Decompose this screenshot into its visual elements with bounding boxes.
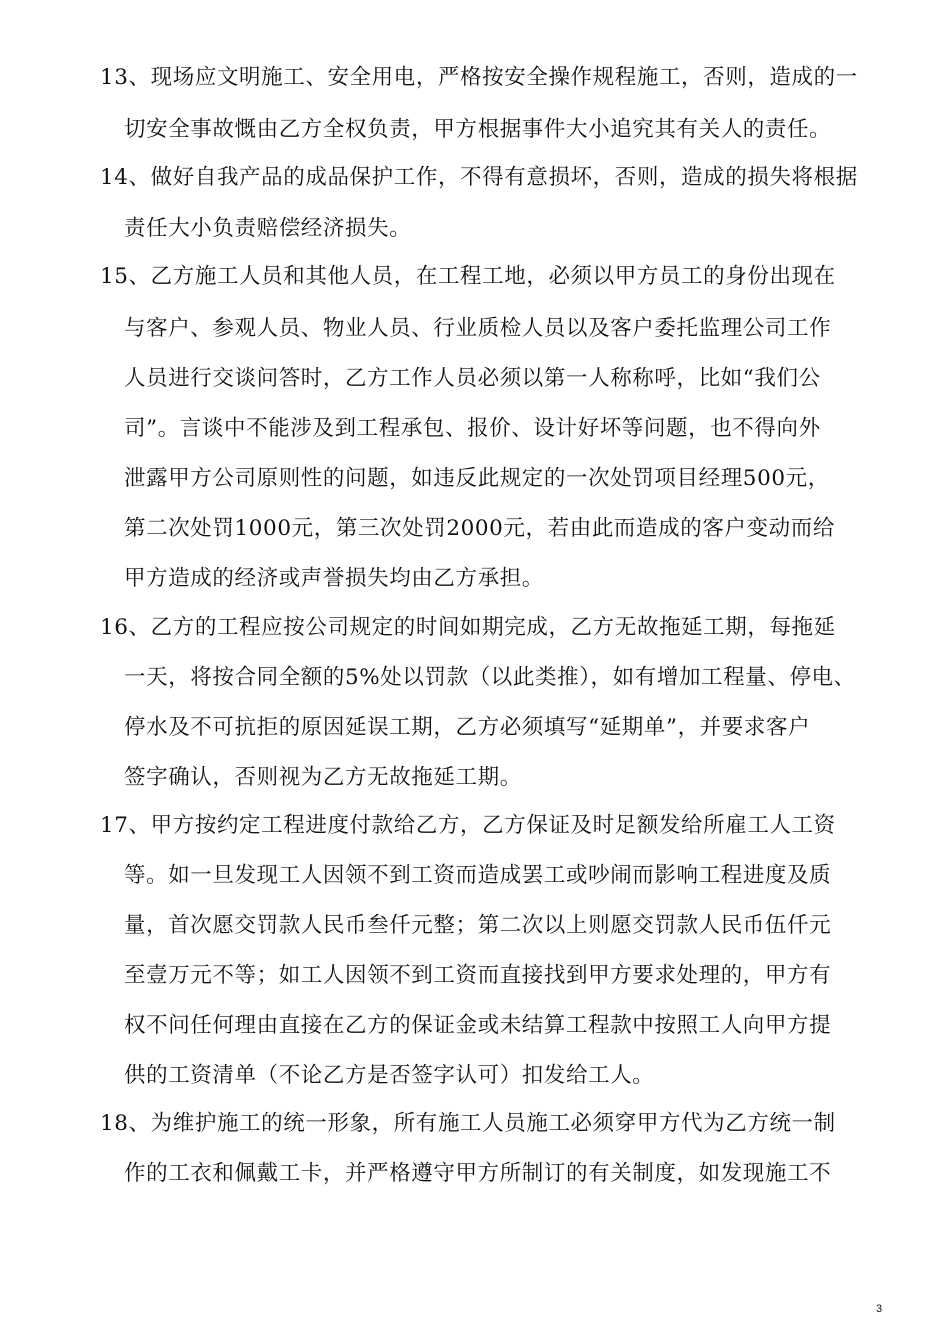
clause-15-line-3: 人员进行交谈问答时，乙方工作人员必须以第一人称称呼，比如“我们公 (124, 366, 821, 391)
clause-18-line-2: 作的工衣和佩戴工卡，并严格遵守甲方所制订的有关制度，如发现施工不 (124, 1161, 832, 1186)
clause-15-line-5: 泄露甲方公司原则性的问题，如违反此规定的一次处罚项目经理500元， (124, 466, 830, 491)
clause-16-line-3: 停水及不可抗拒的原因延误工期，乙方必须填写“延期单”，并要求客户 (124, 715, 811, 740)
clause-15-line-7: 甲方造成的经济或声誉损失均由乙方承担。 (124, 566, 544, 591)
clause-17-line-1: 17、甲方按约定工程进度付款给乙方，乙方保证及时足额发给所雇工人工资 (100, 813, 836, 838)
clause-15-line-6: 第二次处罚1000元，第三次处罚2000元，若由此而造成的客户变动而给 (124, 516, 835, 541)
clause-17-line-5: 权不问任何理由直接在乙方的保证金或未结算工程款中按照工人向甲方提 (124, 1013, 832, 1038)
clause-13-line-2: 切安全事故慨由乙方全权负责，甲方根据事件大小追究其有关人的责任。 (124, 117, 832, 142)
clause-15-line-1: 15、乙方施工人员和其他人员，在工程工地，必须以甲方员工的身份出现在 (100, 264, 836, 289)
clause-16-line-4: 签字确认，否则视为乙方无故拖延工期。 (124, 765, 522, 790)
clause-18-line-1: 18、为维护施工的统一形象，所有施工人员施工必须穿甲方代为乙方统一制 (100, 1111, 836, 1136)
page-number: 3 (876, 1303, 883, 1315)
clause-16-line-2: 一天，将按合同全额的5%处以罚款（以此类推），如有增加工程量、停电、 (124, 665, 856, 690)
clause-17-line-3: 量，首次愿交罚款人民币叁仟元整；第二次以上则愿交罚款人民币伍仟元 (124, 913, 832, 938)
clause-17-line-4: 至壹万元不等；如工人因领不到工资而直接找到甲方要求处理的，甲方有 (124, 963, 832, 988)
clause-14-line-1: 14、做好自我产品的成品保护工作，不得有意损坏，否则，造成的损失将根据 (100, 165, 858, 190)
clause-13-line-1: 13、现场应文明施工、安全用电，严格按安全操作规程施工，否则，造成的一 (100, 65, 858, 90)
clause-15-line-2: 与客户、参观人员、物业人员、行业质检人员以及客户委托监理公司工作 (124, 316, 832, 341)
clause-16-line-1: 16、乙方的工程应按公司规定的时间如期完成，乙方无故拖延工期，每拖延 (100, 615, 836, 640)
clause-14-line-2: 责任大小负责赔偿经济损失。 (124, 216, 412, 241)
clause-17-line-2: 等。如一旦发现工人因领不到工资而造成罢工或吵闹而影响工程进度及质 (124, 863, 832, 888)
clause-17-line-6: 供的工资清单（不论乙方是否签字认可）扣发给工人。 (124, 1063, 655, 1088)
clause-15-line-4: 司”。言谈中不能涉及到工程承包、报价、设计好坏等问题，也不得向外 (124, 416, 821, 441)
